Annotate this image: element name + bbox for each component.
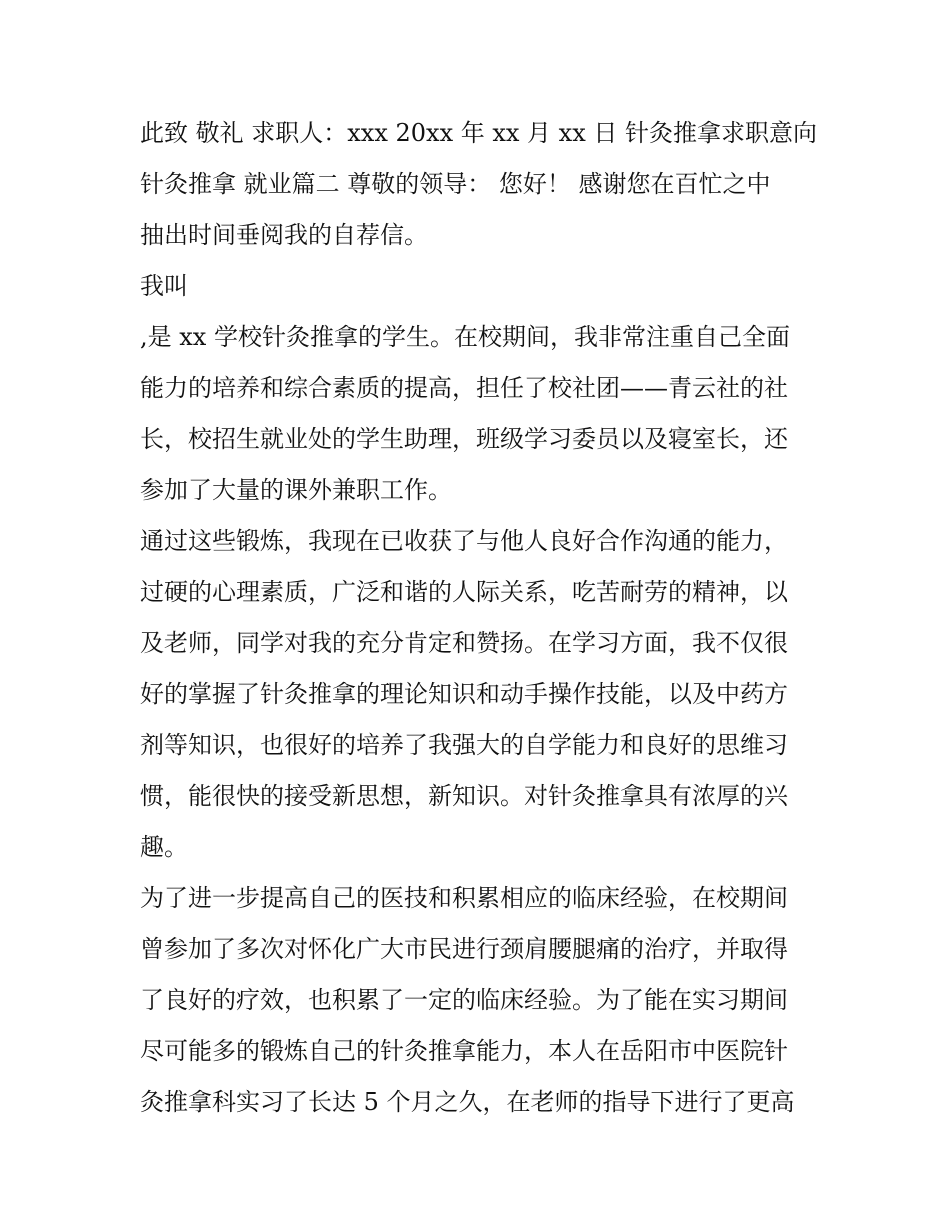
text-line: 针灸推拿 就业篇二 尊敬的领导： 您好！ 感谢您在百忙之中 <box>140 170 771 198</box>
text-line: 趣。 <box>140 833 188 861</box>
text-line: 灸推拿科实习了长达 5 个月之久，在老师的指导下进行了更高 <box>140 1088 795 1116</box>
text-line: 剂等知识，也很好的培养了我强大的自学能力和良好的思维习 <box>140 731 788 759</box>
text-line: 过硬的心理素质，广泛和谐的人际关系，吃苦耐劳的精神，以 <box>140 578 788 606</box>
text-line: 曾参加了多次对怀化广大市民进行颈肩腰腿痛的治疗，并取得 <box>140 935 788 963</box>
text-line: 为了进一步提高自己的医技和积累相应的临床经验，在校期间 <box>140 884 788 912</box>
text-line: 能力的培养和综合素质的提高，担任了校社团——青云社的社 <box>140 374 788 402</box>
text-line: 尽可能多的锻炼自己的针灸推拿能力，本人在岳阳市中医院针 <box>140 1037 788 1065</box>
text-line: 我叫 <box>140 272 188 300</box>
text-line: 好的掌握了针灸推拿的理论知识和动手操作技能，以及中药方 <box>140 680 788 708</box>
text-line: 通过这些锻炼，我现在已收获了与他人良好合作沟通的能力， <box>140 527 788 555</box>
text-line: ,是 xx 学校针灸推拿的学生。在校期间，我非常注重自己全面 <box>140 323 790 351</box>
text-line: 长，校招生就业处的学生助理，班级学习委员以及寝室长，还 <box>140 425 788 453</box>
text-line: 了良好的疗效，也积累了一定的临床经验。为了能在实习期间 <box>140 986 788 1014</box>
text-line: 此致 敬礼 求职人：xxx 20xx 年 xx 月 xx 日 针灸推拿求职意向 <box>140 119 818 147</box>
text-line: 抽出时间垂阅我的自荐信。 <box>140 221 428 249</box>
text-line: 及老师，同学对我的充分肯定和赞扬。在学习方面，我不仅很 <box>140 629 788 657</box>
document-body <box>140 108 820 1128</box>
text-line: 惯，能很快的接受新思想，新知识。对针灸推拿具有浓厚的兴 <box>140 782 788 810</box>
text-line: 参加了大量的课外兼职工作。 <box>140 476 452 504</box>
